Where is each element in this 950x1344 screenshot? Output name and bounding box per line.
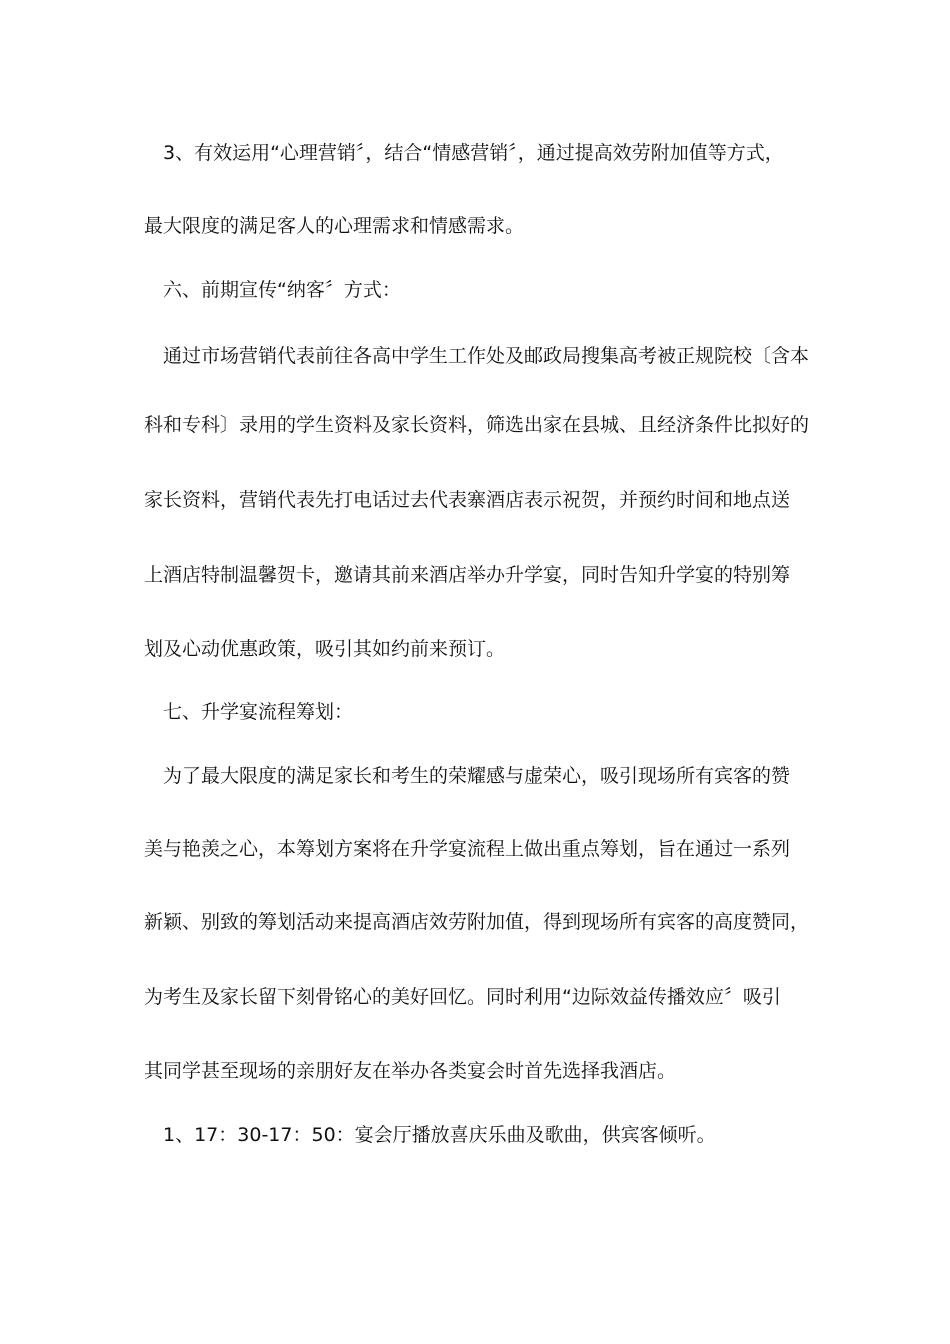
paragraph-line: 美与艳羡之心，本筹划方案将在升学宴流程上做出重点筹划，旨在通过一系列 <box>144 838 791 860</box>
paragraph-line: 科和专科〕录用的学生资料及家长资料，筛选出家在县城、且经济条件比拟好的 <box>144 414 810 436</box>
paragraph-line: 1、17：30-17：50：宴会厅播放喜庆乐曲及歌曲，供宾客倾听。 <box>163 1124 716 1146</box>
paragraph-line: 为了最大限度的满足家长和考生的荣耀感与虚荣心，吸引现场所有宾客的赞 <box>163 765 791 787</box>
paragraph-line: 新颖、别致的筹划活动来提高酒店效劳附加值，得到现场所有宾客的高度赞同， <box>144 911 810 933</box>
section-heading: 六、前期宣传“纳客〞方式： <box>163 279 401 301</box>
paragraph-line: 为考生及家长留下刻骨铭心的美好回忆。同时利用“边际效益传播效应〞吸引 <box>144 986 781 1008</box>
paragraph-line: 家长资料，营销代表先打电话过去代表寨酒店表示祝贺，并预约时间和地点送 <box>144 489 791 511</box>
paragraph-line: 通过市场营销代表前往各高中学生工作处及邮政局搜集高考被正规院校〔含本 <box>163 345 810 367</box>
paragraph-line: 其同学甚至现场的亲朋好友在举办各类宴会时首先选择我酒店。 <box>144 1060 677 1082</box>
paragraph-line: 上酒店特制温馨贺卡，邀请其前来酒店举办升学宴，同时告知升学宴的特别筹 <box>144 564 791 586</box>
paragraph-line: 划及心动优惠政策，吸引其如约前来预订。 <box>144 638 506 660</box>
paragraph-line: 3、有效运用“心理营销〞，结合“情感营销〞，通过提高效劳附加值等方式， <box>163 142 784 164</box>
paragraph-line: 最大限度的满足客人的心理需求和情感需求。 <box>144 215 525 237</box>
section-heading: 七、升学宴流程筹划： <box>163 701 354 723</box>
